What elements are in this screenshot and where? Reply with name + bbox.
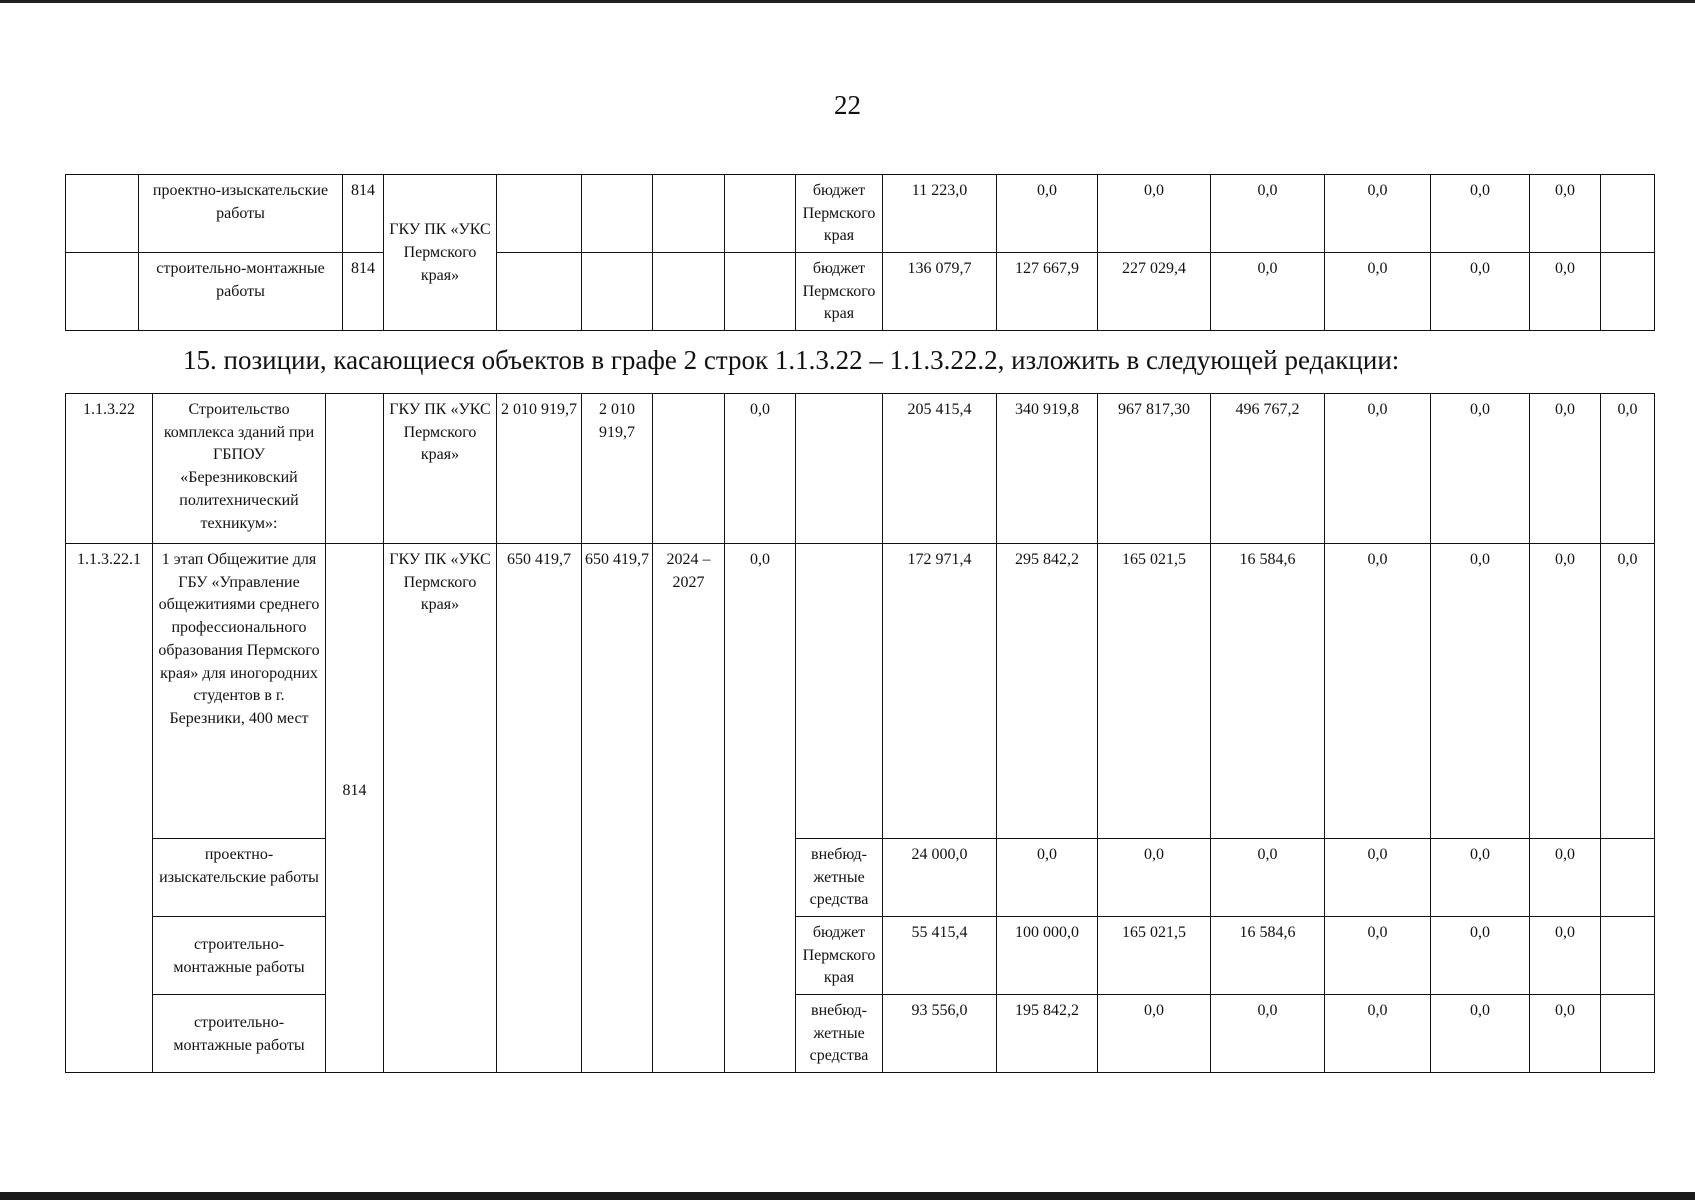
value-cell: 0,0 — [1431, 917, 1530, 995]
table-cell — [497, 175, 582, 253]
table-cell — [1601, 917, 1655, 995]
objects-table — [65, 393, 1655, 1073]
value-cell: 0,0 — [1431, 253, 1530, 331]
value-cell: 16 584,6 — [1211, 544, 1325, 839]
value-cell: 24 000,0 — [883, 839, 997, 917]
work-type-cell: строительно-монтажные работы — [139, 253, 343, 331]
funding-source-cell: бюджет Пермского края — [796, 175, 883, 253]
value-cell: 0,0 — [1530, 839, 1601, 917]
value-cell: 0,0 — [1431, 544, 1530, 839]
value-cell: 0,0 — [1530, 544, 1601, 839]
value-cell: 0,0 — [1601, 394, 1655, 544]
value-cell: 0,0 — [1211, 995, 1325, 1073]
value-cell: 0,0 — [1325, 175, 1431, 253]
continuation-table — [65, 174, 1655, 331]
value-cell: 0,0 — [1325, 995, 1431, 1073]
value-cell: 0,0 — [1431, 995, 1530, 1073]
table-cell — [1601, 995, 1655, 1073]
table-cell — [725, 253, 796, 331]
table-row — [66, 917, 1655, 995]
table-cell — [725, 175, 796, 253]
table-row — [66, 175, 1655, 253]
period-cell: 2024 – 2027 — [653, 544, 725, 1073]
period-cell — [653, 394, 725, 544]
table-cell — [653, 175, 725, 253]
value-cell: 0,0 — [1530, 253, 1601, 331]
value-cell: 0,0 — [1098, 839, 1211, 917]
row-number-cell: 1.1.3.22 — [66, 394, 153, 544]
value-cell: 0,0 — [1530, 917, 1601, 995]
funding-source-cell: внебюд-жетные средства — [796, 839, 883, 917]
funding-source-cell — [796, 394, 883, 544]
value-cell: 295 842,2 — [997, 544, 1098, 839]
value-cell: 136 079,7 — [883, 253, 997, 331]
value-cell: 0,0 — [1325, 253, 1431, 331]
table-cell — [66, 175, 139, 253]
value-cell: 0,0 — [1431, 394, 1530, 544]
table-row — [66, 995, 1655, 1073]
value-cell: 55 415,4 — [883, 917, 997, 995]
value-cell: 0,0 — [1211, 839, 1325, 917]
value-cell: 0,0 — [1325, 544, 1431, 839]
value-cell: 0,0 — [1431, 839, 1530, 917]
cost-cell: 650 419,7 — [497, 544, 582, 1073]
work-type-cell: проектно-изыскательские работы — [139, 175, 343, 253]
work-type-cell: проектно-изыскательские работы — [153, 839, 326, 917]
value-cell: 0,0 — [1325, 394, 1431, 544]
table-cell — [1601, 839, 1655, 917]
executor-cell: ГКУ ПК «УКС Пермского края» — [384, 544, 497, 1073]
executor-cell: ГКУ ПК «УКС Пермского края» — [384, 175, 497, 331]
funding-source-cell — [796, 544, 883, 839]
value-cell: 0,0 — [1530, 394, 1601, 544]
value-cell: 0,0 — [997, 175, 1098, 253]
value-cell: 0,0 — [1530, 175, 1601, 253]
table-cell — [66, 253, 139, 331]
value-cell: 205 415,4 — [883, 394, 997, 544]
funding-source-cell: бюджет Пермского края — [796, 253, 883, 331]
section-heading: 15. позиции, касающиеся объектов в графе 2 строк 1.1.3.22 – 1.1.3.22.2, изложить в следующей редакции: — [183, 345, 1400, 375]
value-cell: 0,0 — [1098, 175, 1211, 253]
object-name-cell: Строительство комплекса зданий при ГБПОУ «Березниковский политехнический техникум»: — [153, 394, 326, 544]
table-row — [66, 544, 1655, 839]
value-cell: 496 767,2 — [1211, 394, 1325, 544]
prev-value-cell: 0,0 — [725, 544, 796, 1073]
value-cell: 340 919,8 — [997, 394, 1098, 544]
table-row — [66, 253, 1655, 331]
value-cell: 0,0 — [1325, 917, 1431, 995]
value-cell: 100 000,0 — [997, 917, 1098, 995]
code-cell: 814 — [343, 253, 384, 331]
value-cell: 195 842,2 — [997, 995, 1098, 1073]
value-cell: 967 817,30 — [1098, 394, 1211, 544]
funding-source-cell: внебюд-жетные средства — [796, 995, 883, 1073]
table-cell — [582, 253, 653, 331]
table-cell — [1601, 253, 1655, 331]
value-cell: 0,0 — [1601, 544, 1655, 839]
object-name-cell: 1 этап Общежитие для ГБУ «Управление общежитиями среднего профессионального образования Пермского края» для иногородних студентов в г. Березники, 400 мест — [153, 544, 326, 839]
code-cell: 814 — [343, 175, 384, 253]
executor-cell: ГКУ ПК «УКС Пермского края» — [384, 394, 497, 544]
table-cell — [582, 175, 653, 253]
prev-value-cell: 0,0 — [725, 394, 796, 544]
table-row — [66, 394, 1655, 544]
value-cell: 172 971,4 — [883, 544, 997, 839]
table-row — [66, 839, 1655, 917]
value-cell: 0,0 — [997, 839, 1098, 917]
table-cell — [653, 253, 725, 331]
table-cell — [497, 253, 582, 331]
work-type-cell: строительно-монтажные работы — [153, 995, 326, 1073]
cost-cell: 2 010 919,7 — [497, 394, 582, 544]
value-cell: 127 667,9 — [997, 253, 1098, 331]
value-cell: 0,0 — [1098, 995, 1211, 1073]
value-cell: 93 556,0 — [883, 995, 997, 1073]
value-cell: 227 029,4 — [1098, 253, 1211, 331]
page-number: 22 — [834, 90, 861, 120]
page-frame-top — [0, 0, 1695, 3]
value-cell: 0,0 — [1325, 839, 1431, 917]
page-frame-bottom — [0, 1192, 1695, 1200]
cost-cell: 650 419,7 — [582, 544, 653, 1073]
value-cell: 0,0 — [1211, 253, 1325, 331]
funding-source-cell: бюджет Пермского края — [796, 917, 883, 995]
value-cell: 0,0 — [1431, 175, 1530, 253]
value-cell: 0,0 — [1211, 175, 1325, 253]
table-cell — [1601, 175, 1655, 253]
work-type-cell: строительно-монтажные работы — [153, 917, 326, 995]
value-cell: 16 584,6 — [1211, 917, 1325, 995]
value-cell: 165 021,5 — [1098, 544, 1211, 839]
value-cell: 0,0 — [1530, 995, 1601, 1073]
grbs-cell: 814 — [326, 544, 384, 1073]
row-number-cell: 1.1.3.22.1 — [66, 544, 153, 1073]
value-cell: 11 223,0 — [883, 175, 997, 253]
cost-cell: 2 010 919,7 — [582, 394, 653, 544]
grbs-cell — [326, 394, 384, 544]
value-cell: 165 021,5 — [1098, 917, 1211, 995]
